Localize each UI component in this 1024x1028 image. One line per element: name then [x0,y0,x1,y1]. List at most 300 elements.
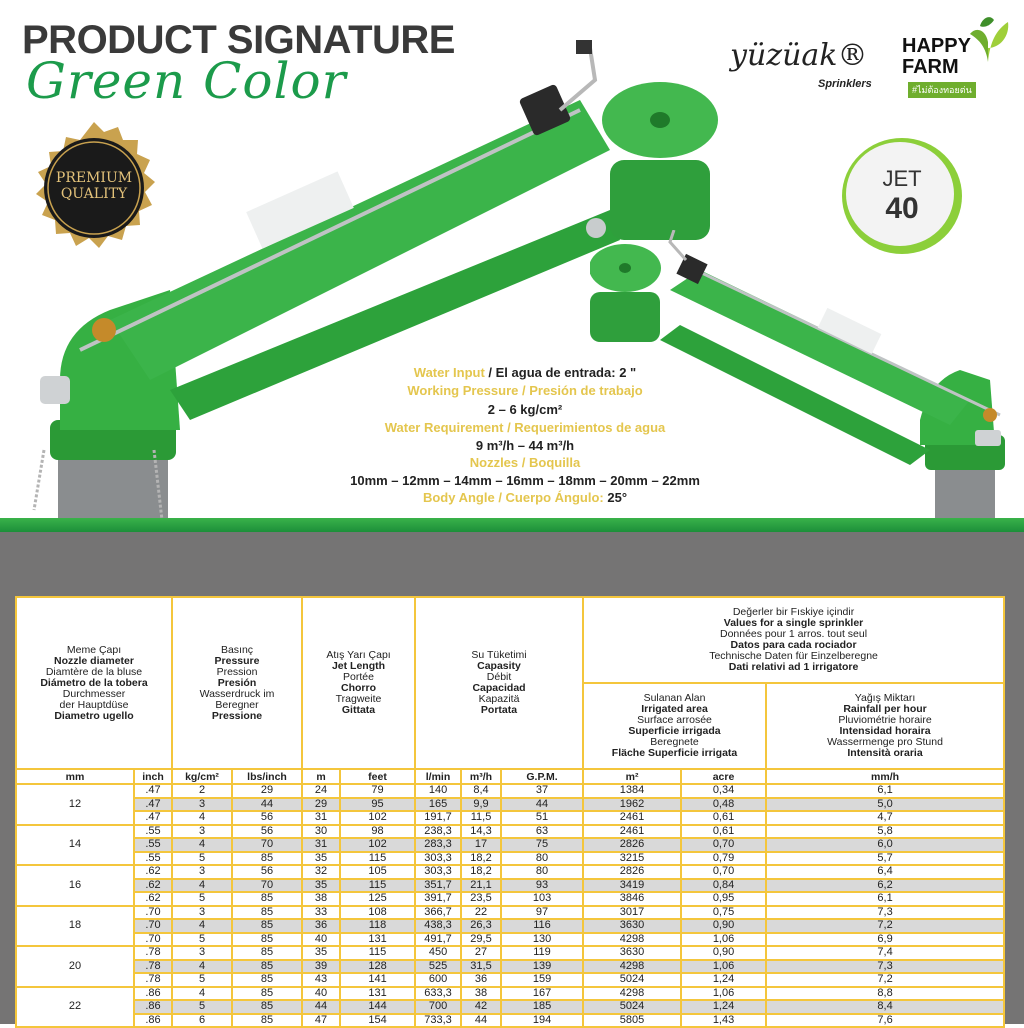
table-cell: 5,0 [766,798,1004,812]
table-cell: 70 [232,879,302,893]
table-cell: 3 [172,798,232,812]
model-label: JET [882,166,922,191]
table-cell: 97 [501,906,583,920]
table-row [16,852,1004,866]
table-cell: 115 [340,879,415,893]
requirement-label: Water Requirement [384,420,504,435]
table-row [16,933,1004,947]
spec-water-input: Water Input / El agua de entrada: 2 " [413,365,637,380]
table-cell: 3 [172,825,232,839]
table-cell: 141 [340,973,415,987]
table-cell: 35 [302,852,340,866]
table-cell: 4 [172,919,232,933]
header-pressure [172,597,302,769]
table-cell: 95 [340,798,415,812]
model-number: 40 [885,192,919,225]
table-cell: 80 [501,852,583,866]
table-cell: .55 [134,852,172,866]
nozzle-mm-cell: 16 [16,865,134,906]
table-cell: 31 [302,811,340,825]
table-cell: .62 [134,892,172,906]
header-text: Atış Yarı Çapı [326,649,391,661]
table-cell: 5024 [583,1000,681,1014]
header-text: Dati relativi ad 1 irrigatore [728,661,859,673]
angle-es: / Cuerpo Ángulo: [498,490,604,505]
header-text: Débit [486,671,512,683]
table-cell: 30 [302,825,340,839]
header-text: Portée [343,671,374,683]
table-row [16,1000,1004,1014]
table-cell: 93 [501,879,583,893]
table-cell: 5 [172,892,232,906]
unit-header: m³/h [461,769,501,784]
table-cell: 185 [501,1000,583,1014]
table-row [16,865,1004,879]
table-cell: 7,2 [766,973,1004,987]
table-cell: 18,2 [461,865,501,879]
table-cell: .86 [134,987,172,1001]
table-cell: 17 [461,838,501,852]
unit-header: mm [16,769,134,784]
header-text: Intensità oraria [847,747,923,759]
table-cell: 366,7 [415,906,461,920]
table-cell: 0,75 [681,906,766,920]
table-cell: 33 [302,906,340,920]
header-text: Wassermenge pro Stund [827,736,943,748]
table-row [16,838,1004,852]
table-cell: 303,3 [415,852,461,866]
table-cell: 5024 [583,973,681,987]
table-cell: 633,3 [415,987,461,1001]
table-cell: 14,3 [461,825,501,839]
table-cell: 35 [302,946,340,960]
table-cell: 3215 [583,852,681,866]
table-cell: 3846 [583,892,681,906]
table-cell: 0,95 [681,892,766,906]
nozzles-label: Nozzles [469,455,519,470]
header-text: Beregnete [650,736,699,748]
nozzle-mm-cell: 22 [16,987,134,1028]
header-text: Nozzle diameter [54,654,134,667]
table-cell: 3017 [583,906,681,920]
partner-tag: #ไม่ต้องทอยต่น [908,82,976,98]
header-text: Pressione [211,709,263,722]
table-cell: 4 [172,960,232,974]
table-cell: 11,5 [461,811,501,825]
table-cell: 0,90 [681,946,766,960]
unit-header: mm/h [766,769,1004,784]
table-cell: 27 [461,946,501,960]
table-cell: .78 [134,960,172,974]
table-cell: 0,61 [681,811,766,825]
header-text: Values for a single sprinkler [723,617,864,629]
partner-line-1: HAPPY [902,35,971,57]
table-cell: 140 [415,784,461,798]
table-cell: .55 [134,838,172,852]
table-cell: 144 [340,1000,415,1014]
unit-header: m² [583,769,681,784]
spec-table-container [15,596,1004,1024]
table-cell: 491,7 [415,933,461,947]
table-cell: 23,5 [461,892,501,906]
table-cell: 351,7 [415,879,461,893]
angle-label: Body Angle [422,490,495,505]
table-cell: 31,5 [461,960,501,974]
table-cell: .78 [134,946,172,960]
table-cell: 125 [340,892,415,906]
table-cell: 733,3 [415,1014,461,1028]
unit-header: acre [681,769,766,784]
table-cell: 38 [461,987,501,1001]
table-cell: 131 [340,933,415,947]
table-cell: 79 [340,784,415,798]
header-text: Portata [480,704,518,716]
table-cell: 2461 [583,825,681,839]
table-cell: 42 [461,1000,501,1014]
seal-line-2: QUALITY [60,186,128,202]
table-cell: 238,3 [415,825,461,839]
header-text: Jet Length [331,660,386,672]
table-cell: 98 [340,825,415,839]
table-cell: 56 [232,825,302,839]
table-cell: 85 [232,919,302,933]
table-cell: 38 [302,892,340,906]
table-cell: 85 [232,892,302,906]
unit-header: kg/cm² [172,769,232,784]
table-cell: 2826 [583,838,681,852]
table-cell: 5 [172,933,232,947]
table-cell: 600 [415,973,461,987]
header-text: Wasserdruck im [199,687,275,700]
table-cell: 56 [232,811,302,825]
table-cell: 0,79 [681,852,766,866]
table-cell: 4,7 [766,811,1004,825]
table-cell: .70 [134,919,172,933]
table-cell: 63 [501,825,583,839]
table-cell: 22 [461,906,501,920]
table-row [16,906,1004,920]
table-cell: 3 [172,906,232,920]
table-cell: 159 [501,973,583,987]
header-text: Pressure [214,654,260,667]
page-title: PRODUCT SIGNATURE [22,18,455,62]
table-cell: 8,4 [461,784,501,798]
table-cell: 85 [232,1014,302,1028]
header-text: Gittata [341,704,376,716]
table-cell: 191,7 [415,811,461,825]
table-cell: 18,2 [461,852,501,866]
table-cell: 0,84 [681,879,766,893]
table-cell: .55 [134,825,172,839]
table-cell: 40 [302,933,340,947]
table-cell: 102 [340,811,415,825]
table-cell: 105 [340,865,415,879]
spec-table-section [0,532,1024,1024]
table-cell: 0,90 [681,919,766,933]
table-cell: 700 [415,1000,461,1014]
table-cell: 450 [415,946,461,960]
table-cell: .86 [134,1014,172,1028]
table-cell: 167 [501,987,583,1001]
header-jet [302,597,415,769]
table-cell: 2 [172,784,232,798]
water-input-value: 2 " [619,365,637,380]
header-text: Pluviométrie horaire [838,714,932,726]
table-row [16,1014,1004,1028]
table-cell: 44 [501,798,583,812]
header-text: Meme Çapı [66,643,122,656]
header-text: Chorro [341,682,376,694]
angle-value: 25° [607,490,628,505]
table-cell: 6,1 [766,892,1004,906]
nozzles-value: 10mm – 12mm – 14mm – 16mm – 18mm – 20mm – 22mm [350,473,700,488]
table-cell: 118 [340,919,415,933]
table-cell: 39 [302,960,340,974]
table-cell: 6,2 [766,879,1004,893]
header-text: Durchmesser [62,687,126,700]
pressure-value: 2 – 6 kg/cm² [487,402,563,417]
header-capacity [415,597,583,769]
table-cell: 0,48 [681,798,766,812]
pressure-label: Working Pressure / [407,383,526,398]
table-cell: 75 [501,838,583,852]
header-text: Données pour 1 arros. tout seul [719,628,868,640]
table-cell: 26,3 [461,919,501,933]
seal-line-1: PREMIUM [55,170,133,186]
nozzle-mm-cell: 18 [16,906,134,947]
header-text: Technische Daten für Einzelberegne [709,650,878,662]
table-cell: 85 [232,906,302,920]
table-cell: 3630 [583,946,681,960]
table-row [16,960,1004,974]
table-cell: 47 [302,1014,340,1028]
table-cell: 1,24 [681,1000,766,1014]
table-cell: 131 [340,987,415,1001]
table-cell: 525 [415,960,461,974]
header-text: Fläche Superficie irrigata [611,747,738,759]
header-nozzle [16,597,172,769]
brand-logo: yüzüak® [730,38,868,73]
table-cell: 7,6 [766,1014,1004,1028]
header-text: Superficie irrigada [628,725,721,737]
table-cell: 194 [501,1014,583,1028]
table-cell: 438,3 [415,919,461,933]
table-cell: 303,3 [415,865,461,879]
table-cell: .47 [134,798,172,812]
header-text: Sulanan Alan [643,692,706,704]
table-cell: 37 [501,784,583,798]
header-text: Capasity [477,660,521,672]
header-values [583,597,1004,683]
table-row [16,973,1004,987]
table-cell: 3 [172,865,232,879]
table-cell: 44 [232,798,302,812]
header-text: der Hauptdüse [59,698,129,711]
table-row [16,879,1004,893]
nozzles-es: / Boquilla [521,455,581,470]
table-cell: 5 [172,1000,232,1014]
header-area [583,683,766,769]
table-cell: .78 [134,973,172,987]
header-text: Beregner [215,698,259,711]
table-cell: 29 [232,784,302,798]
table-row [16,892,1004,906]
table-cell: 1,43 [681,1014,766,1028]
table-cell: 115 [340,946,415,960]
table-cell: 0,70 [681,838,766,852]
table-cell: 5 [172,973,232,987]
table-cell: 119 [501,946,583,960]
table-cell: 1962 [583,798,681,812]
table-row [16,811,1004,825]
table-cell: 7,4 [766,946,1004,960]
table-cell: 108 [340,906,415,920]
spec-pressure [290,383,760,398]
table-cell: 4 [172,838,232,852]
header-text: Diametro ugello [54,709,134,722]
performance-table [15,596,1005,1028]
table-cell: 3 [172,946,232,960]
table-cell: 4298 [583,960,681,974]
header-text: Capacidad [472,682,526,694]
spec-requirement [290,420,760,435]
table-cell: 7,3 [766,906,1004,920]
header-text: Yağış Miktarı [854,692,916,704]
table-cell: 29,5 [461,933,501,947]
table-cell: 8,8 [766,987,1004,1001]
header-text: Surface arrosée [637,714,712,726]
table-cell: 5,7 [766,852,1004,866]
table-cell: 32 [302,865,340,879]
table-cell: 1,06 [681,960,766,974]
header-text: Datos para cada rociador [730,639,857,651]
table-cell: 51 [501,811,583,825]
table-cell: 24 [302,784,340,798]
table-cell: 3419 [583,879,681,893]
partner-line-2: FARM [902,56,959,78]
table-row [16,987,1004,1001]
table-cell: 115 [340,852,415,866]
table-cell: 40 [302,987,340,1001]
spec-body-angle [290,490,760,505]
table-cell: .62 [134,865,172,879]
table-cell: 85 [232,946,302,960]
table-cell: 31 [302,838,340,852]
table-cell: 56 [232,865,302,879]
table-cell: 6,0 [766,838,1004,852]
table-cell: 1384 [583,784,681,798]
table-cell: .62 [134,879,172,893]
table-cell: 36 [302,919,340,933]
table-cell: 36 [461,973,501,987]
table-cell: 102 [340,838,415,852]
table-cell: 0,61 [681,825,766,839]
table-cell: 4 [172,879,232,893]
header-text: Presión [217,676,257,689]
table-cell: 7,3 [766,960,1004,974]
table-cell: .47 [134,784,172,798]
unit-header: inch [134,769,172,784]
table-cell: .47 [134,811,172,825]
table-row [16,825,1004,839]
table-cell: 29 [302,798,340,812]
header-text: Irrigated area [641,703,708,715]
table-cell: .70 [134,906,172,920]
header-text: Değerler bir Fıskiye içindir [732,606,855,618]
table-cell: 35 [302,879,340,893]
nozzle-mm-cell: 20 [16,946,134,987]
table-cell: 1,06 [681,987,766,1001]
table-cell: 85 [232,933,302,947]
table-cell: 0,70 [681,865,766,879]
header-text: Su Tüketimi [471,649,527,661]
nozzle-mm-cell: 14 [16,825,134,866]
table-cell: 165 [415,798,461,812]
page-subtitle: Green Color [26,52,347,110]
table-cell: 1,06 [681,933,766,947]
spec-nozzles [290,455,760,470]
table-cell: 128 [340,960,415,974]
unit-header: lbs/inch [232,769,302,784]
header-text: Intensidad horaira [839,725,931,737]
header-text: Diámetro de la tobera [40,676,148,689]
table-cell: 85 [232,960,302,974]
requirement-es: / Requerimientos de agua [507,420,666,435]
table-cell: 130 [501,933,583,947]
table-cell: 80 [501,865,583,879]
green-divider [0,518,1024,532]
header-text: Pression [216,665,258,678]
table-row [16,784,1004,798]
header-rain [766,683,1004,769]
water-input-es: El agua de entrada: [495,365,616,380]
table-cell: 391,7 [415,892,461,906]
table-cell: 4298 [583,987,681,1001]
table-cell: 7,2 [766,919,1004,933]
table-cell: 4 [172,811,232,825]
leaf-icon [966,12,1010,64]
table-cell: 2461 [583,811,681,825]
table-cell: .86 [134,1000,172,1014]
table-cell: 4298 [583,933,681,947]
table-cell: 85 [232,1000,302,1014]
table-cell: 5805 [583,1014,681,1028]
table-cell: 1,24 [681,973,766,987]
unit-header: feet [340,769,415,784]
table-cell: 4 [172,987,232,1001]
requirement-value: 9 m³/h – 44 m³/h [475,438,575,453]
table-cell: 85 [232,973,302,987]
unit-header: G.P.M. [501,769,583,784]
brand-sub: Sprinklers [818,78,872,90]
table-cell: 44 [302,1000,340,1014]
header-text: Basınç [220,643,254,656]
header-text: Tragweite [335,693,382,705]
table-cell: 5 [172,852,232,866]
table-cell: 85 [232,987,302,1001]
table-cell: 6 [172,1014,232,1028]
table-cell: 44 [461,1014,501,1028]
table-cell: 2826 [583,865,681,879]
water-input-label: Water Input [413,365,485,380]
unit-header: m [302,769,340,784]
header-text: Rainfall per hour [843,703,927,715]
header-text: Kapazitä [478,693,520,705]
table-cell: 8,4 [766,1000,1004,1014]
table-cell: 9,9 [461,798,501,812]
table-cell: 21,1 [461,879,501,893]
table-cell: 103 [501,892,583,906]
